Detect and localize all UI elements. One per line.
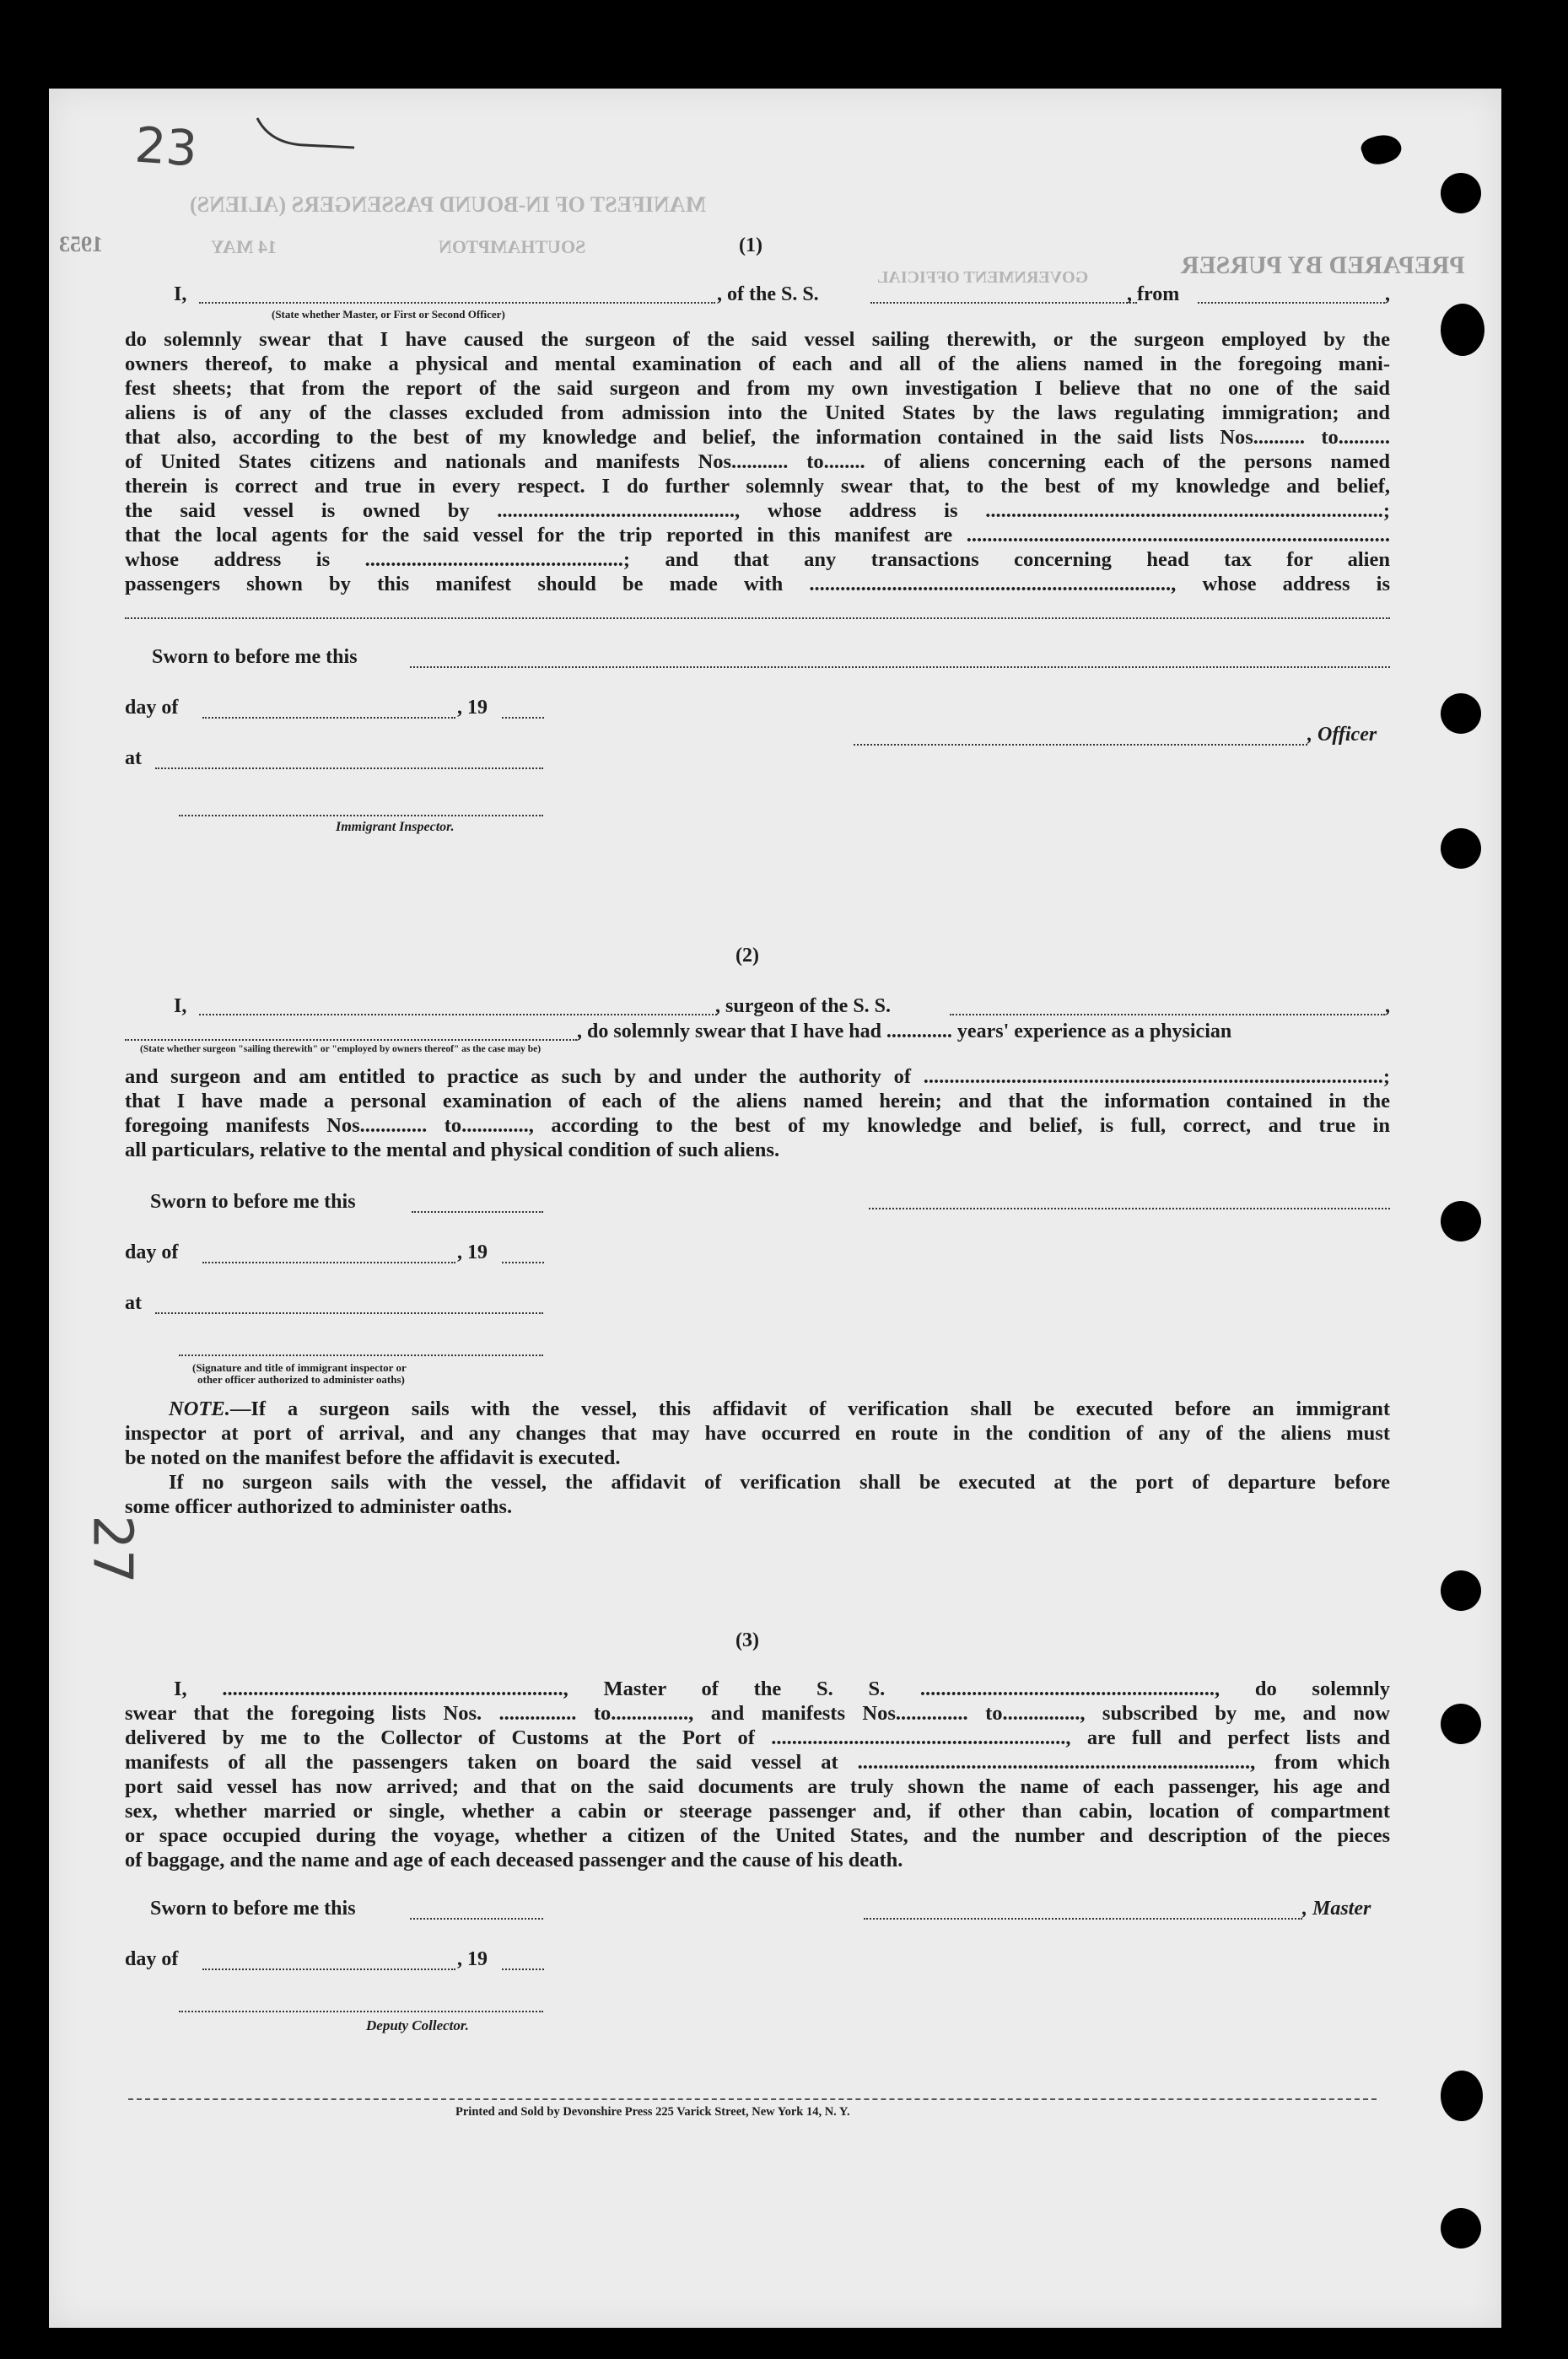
punch-hole [1441,693,1481,734]
s3-day-field[interactable] [202,1969,455,1970]
s1-year-label: , 19 [457,697,488,719]
s2-surgeon-type-field[interactable] [125,1039,577,1041]
s1-day-label: day of [125,697,179,719]
section-3-body [125,1677,1390,1872]
s1-officer-field[interactable] [199,302,715,304]
bleed-through-date: 14 MAY [211,236,277,257]
footer-rule [128,2098,1377,2100]
s1-officer-signature-field[interactable] [854,744,1307,746]
s2-note-line: If no surgeon sails with the vessel, the affidavit of verification shall be executed at the port of departure before [169,1471,1390,1494]
s3-body-line: manifests of all the passengers taken on board the said vessel at ............................................................................, from which [125,1751,1390,1774]
s2-body-line: all particulars, relative to the mental and physical condition of such aliens. [125,1139,780,1161]
s3-body-line: or space occupied during the voyage, whether a citizen of the United States, and the number and description of the pieces [125,1824,1390,1847]
s1-sworn-label: Sworn to before me this [152,646,358,668]
bleed-through-title: MANIFEST OF IN-BOUND PASSENGERS (ALIENS) [190,192,707,217]
bleed-through-official: GOVERNMENT OFFICIAL [877,268,1089,287]
s1-at-label: at [125,747,142,769]
s2-year-label: , 19 [457,1241,488,1263]
section-1-body [125,327,1390,596]
s3-master-label: , Master [1302,1898,1371,1920]
punch-hole [1441,1704,1481,1744]
s1-at-field[interactable] [155,767,543,769]
s1-body-line: that the local agents for the said vessel for the trip reported in this manifest are .................................................................................. [125,524,1390,547]
punch-hole [1441,2208,1481,2249]
s2-at-label: at [125,1292,142,1314]
s1-inspector-signature-field[interactable] [179,815,543,816]
section-2-body [125,1064,1390,1162]
s1-body-line: therein is correct and true in every respect. I do further solemnly swear that, to the best of my knowledge and belief, [125,475,1390,498]
handwritten-side-number: 27 [80,1515,143,1584]
s3-body-line: delivered by me to the Collector of Customs at the Port of ........................................................., are full and perfect lists and [125,1726,1390,1749]
s1-inspector-caption: Immigrant Inspector. [336,820,455,834]
punch-hole [1441,1201,1481,1241]
s2-note-line: inspector at port of arrival, and any changes that may have occurred en route in the condition of any of the aliens must [125,1422,1390,1445]
s2-i: I, [174,995,187,1017]
s2-day-field[interactable] [202,1262,455,1263]
s1-sworn-field[interactable] [410,666,1390,668]
s3-body-line: I, .................................................................., Master of the S. S. ........................................................., do solemnly [174,1678,1390,1700]
s1-body-line: that also, according to the best of my knowledge and belief, the information contained in the said lists Nos.......... to.......... [125,426,1390,449]
s2-body-line: foregoing manifests Nos............. to............., according to the best of my knowledge and belief, is full, correct, and true in [125,1114,1390,1137]
s1-year-field[interactable] [502,717,544,719]
s2-year-field[interactable] [502,1262,544,1263]
s3-master-signature-field[interactable] [864,1918,1302,1920]
s2-signature-caption-1: (Signature and title of immigrant inspector or [192,1361,407,1374]
s3-body-line: swear that the foregoing lists Nos. ............... to..............., and manifests Nos.............. to..............., subscribed by me, and now [125,1702,1390,1725]
s3-collector-signature-field[interactable] [179,2011,543,2012]
s2-sworn-label: Sworn to before me this [150,1191,356,1213]
punch-hole [1441,173,1481,213]
s2-day-label: day of [125,1241,179,1263]
s2-note-line [125,1397,1390,1421]
s1-body-line: fest sheets; that from the report of the said surgeon and from my own investigation I believe that no one of the said [125,377,1390,400]
s1-officer-label: , Officer [1307,724,1377,746]
s1-body-line: the said vessel is owned by .............................................., whose address is .............................................................................; [125,499,1390,522]
s2-note-line: some officer authorized to administer oaths. [125,1495,513,1518]
s2-note-text: —If a surgeon sails with the vessel, this affidavit of verification shall be executed before an immigrant [229,1398,1390,1420]
s2-surgeon-of: , surgeon of the S. S. [715,995,892,1017]
s3-year-label: , 19 [457,1948,488,1970]
s2-signature-caption-2: other officer authorized to administer oaths) [197,1373,405,1386]
section-3-number: (3) [736,1629,759,1651]
s3-sworn-label: Sworn to before me this [150,1898,356,1920]
handwritten-page-number: 23 [132,116,200,178]
s1-vessel-field[interactable] [870,302,1137,304]
s2-comma: , [1385,995,1390,1017]
s2-caption: (State whether surgeon "sailing therewith" or "employed by owners thereof" as the case may be) [140,1044,542,1054]
bleed-through-port: SOUTHAMPTON [439,236,586,257]
s2-line2: , do solemnly swear that I have had ............. years' experience as a physician [577,1021,1232,1042]
s3-collector-caption: Deputy Collector. [366,2017,469,2033]
s2-sworn-field[interactable] [412,1211,543,1213]
s3-body-line: sex, whether married or single, whether a cabin or steerage passenger and, if other than cabin, location of compartment [125,1800,1390,1823]
s1-address-continuation[interactable] [125,617,1390,619]
s2-at-field[interactable] [155,1312,543,1314]
punch-hole [1441,1570,1481,1611]
s3-year-field[interactable] [502,1969,544,1970]
s3-body-line: of baggage, and the name and age of each deceased passenger and the cause of his death. [125,1849,903,1872]
s2-vessel-field[interactable] [950,1014,1385,1015]
s1-of-ss: , of the S. S. [717,283,819,305]
section-2-note [125,1397,1390,1519]
s2-body-line: that I have made a personal examination of each of the aliens named herein; and that the information contained in the [125,1090,1390,1112]
s1-body-line: of United States citizens and nationals and manifests Nos........... to........ of aliens concerning each of the persons named [125,450,1390,473]
s3-sworn-field[interactable] [410,1918,543,1920]
footer-printer: Printed and Sold by Devonshire Press 225 Varick Street, New York 14, N. Y. [455,2105,850,2119]
s2-signature-field[interactable] [869,1208,1390,1209]
handwritten-stroke [253,110,363,160]
s1-body-line: passengers shown by this manifest should be made with ......................................................................, whose address is [125,573,1390,595]
s2-surgeon-name-field[interactable] [199,1014,717,1015]
section-2-number: (2) [736,945,759,967]
s1-from-field[interactable] [1198,302,1385,304]
s1-body-line: owners thereof, to make a physical and mental examination of each and all of the aliens named in the foregoing mani- [125,353,1390,375]
punch-hole [1441,828,1481,869]
s3-day-label: day of [125,1948,179,1970]
bleed-through-prepared: PREPARED BY PURSER [1181,251,1465,279]
punch-hole [1441,304,1484,356]
s1-officer-caption: (State whether Master, or First or Second Officer) [272,308,505,320]
s2-note-line: be noted on the manifest before the affidavit is executed. [125,1446,621,1469]
punch-hole [1441,2071,1483,2121]
s1-i: I, [174,283,187,305]
s3-body-line: port said vessel has now arrived; and that on the said documents are truly shown the name of each passenger, his age and [125,1775,1390,1798]
s1-body-line: aliens is of any of the classes excluded from admission into the United States by the laws regulating immigration; and [125,401,1390,424]
s1-comma: , [1385,283,1390,305]
s1-from: , from [1127,283,1180,305]
s2-note-label: NOTE. [169,1398,230,1420]
s2-body-line: and surgeon and am entitled to practice as such by and under the authority of .........................................................................................; [125,1065,1390,1088]
s2-inspector-signature-field[interactable] [179,1355,543,1356]
s1-body-line: whose address is ..................................................; and that any transactions concerning head tax for alien [125,548,1390,571]
s1-body-line: do solemnly swear that I have caused the surgeon of the said vessel sailing therewith, or the surgeon employed by the [125,328,1390,351]
section-1-number: (1) [739,234,762,256]
s1-day-field[interactable] [202,717,455,719]
bleed-through-year: 1953 [59,232,103,256]
